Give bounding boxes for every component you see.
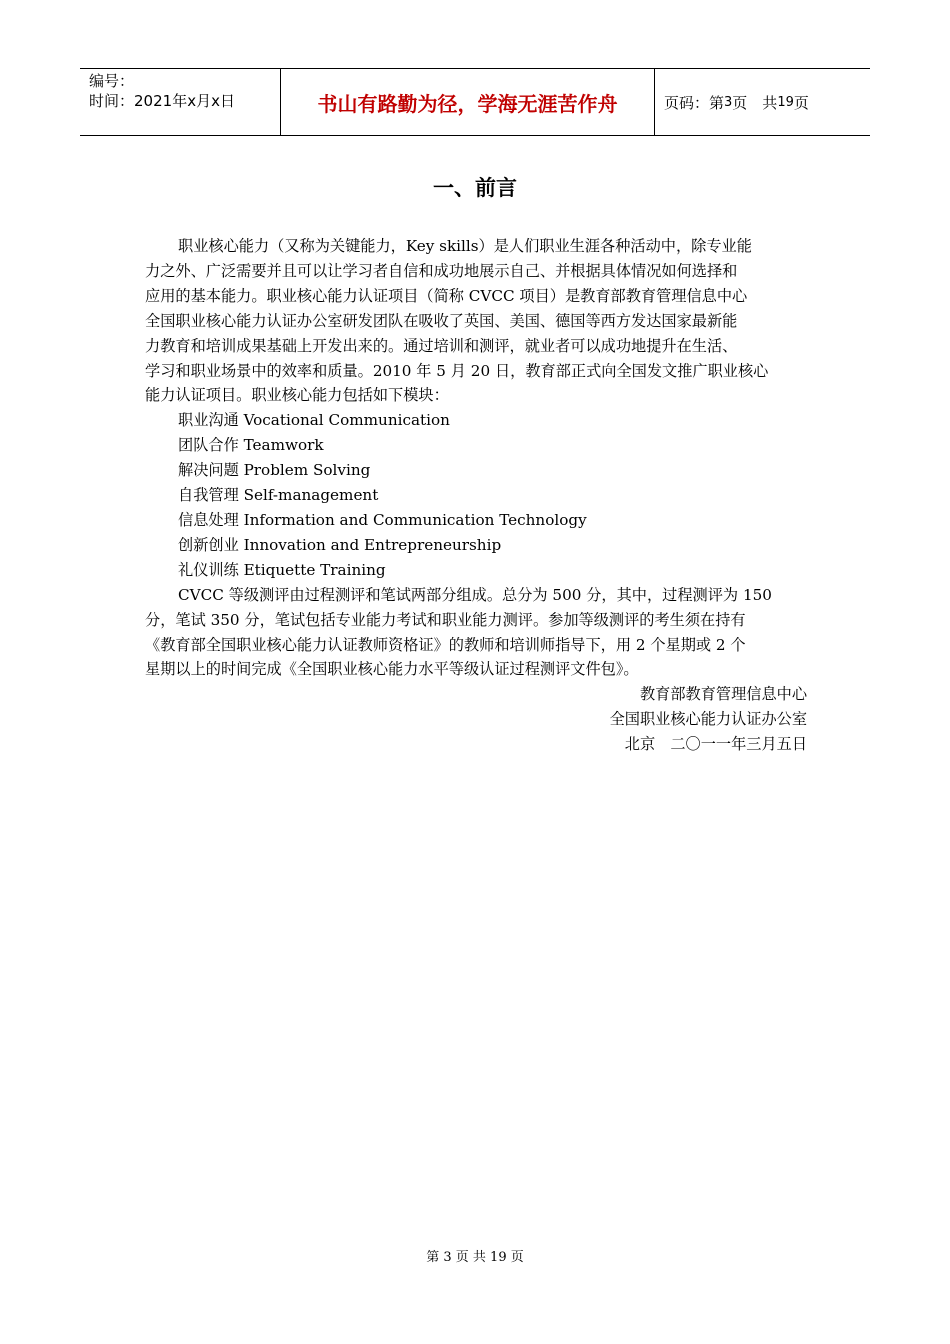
document-body [145, 234, 807, 757]
module-item: 职业沟通 Vocational Communication [178, 411, 450, 430]
module-item: 自我管理 Self-management [178, 486, 379, 505]
intro-line: 应用的基本能力。职业核心能力认证项目（简称 CVCC 项目）是教育部教育管理信息中心 [145, 286, 748, 305]
intro-line: 力之外、广泛需要并且可以让学习者自信和成功地展示自己、并根据具体情况如何选择和 [145, 261, 738, 280]
header-number: 编号： [89, 72, 135, 90]
module-item: 解决问题 Problem Solving [178, 461, 371, 480]
header-time-label: 时间： [89, 92, 135, 110]
signature-line: 北京 二〇一一年三月五日 [624, 735, 807, 754]
header-motto: 书山有路勤为径，学海无涯苦作舟 [281, 69, 655, 135]
signature-line: 教育部教育管理信息中心 [639, 685, 807, 704]
exam-line: 星期以上的时间完成《全国职业核心能力水平等级认证过程测评文件包》。 [145, 660, 639, 679]
intro-line: 职业核心能力（又称为关键能力，Key skills）是人们职业生涯各种活动中，除专业能 [178, 237, 752, 255]
intro-line: 全国职业核心能力认证办公室研发团队在吸收了英国、美国、德国等西方发达国家最新能 [145, 311, 738, 330]
intro-line: 力教育和培训成果基础上开发出来的。通过培训和测评，就业者可以成功地提升在生活、 [145, 336, 738, 355]
header-meta [80, 69, 281, 135]
page-title: 一、前言 [433, 176, 517, 200]
header-time [89, 91, 280, 111]
exam-line: CVCC 等级测评由过程测评和笔试两部分组成。总分为 500 分，其中，过程测评为 150 [178, 585, 772, 604]
header-time-value: 2021年x月x日 [134, 92, 235, 110]
header-page-number [655, 69, 870, 135]
header-page-suffix: 页 [793, 93, 809, 112]
header-page-prefix: 页码：第 [664, 93, 725, 112]
page-footer: 第 3 页 共 19 页 [426, 1250, 524, 1265]
header-page-middle: 页 共 [732, 93, 778, 112]
module-item: 信息处理 Information and Communication Technology [178, 510, 587, 529]
page-header [80, 68, 870, 136]
signature-line: 全国职业核心能力认证办公室 [609, 710, 807, 729]
module-item: 创新创业 Innovation and Entrepreneurship [178, 535, 502, 554]
intro-line: 学习和职业场景中的效率和质量。2010 年 5 月 20 日，教育部正式向全国发文推广职业核心 [145, 361, 769, 380]
intro-line: 能力认证项目。职业核心能力包括如下模块： [145, 386, 449, 405]
module-item: 团队合作 Teamwork [178, 436, 324, 455]
header-page-current: 3 [724, 94, 733, 110]
header-page-total: 19 [777, 94, 794, 110]
exam-line: 《教育部全国职业核心能力认证教师资格证》的教师和培训师指导下，用 2 个星期或 2 个 [145, 635, 746, 654]
module-item: 礼仪训练 Etiquette Training [178, 560, 386, 579]
exam-line: 分，笔试 350 分，笔试包括专业能力考试和职业能力测评。参加等级测评的考生须在持有 [145, 610, 746, 629]
